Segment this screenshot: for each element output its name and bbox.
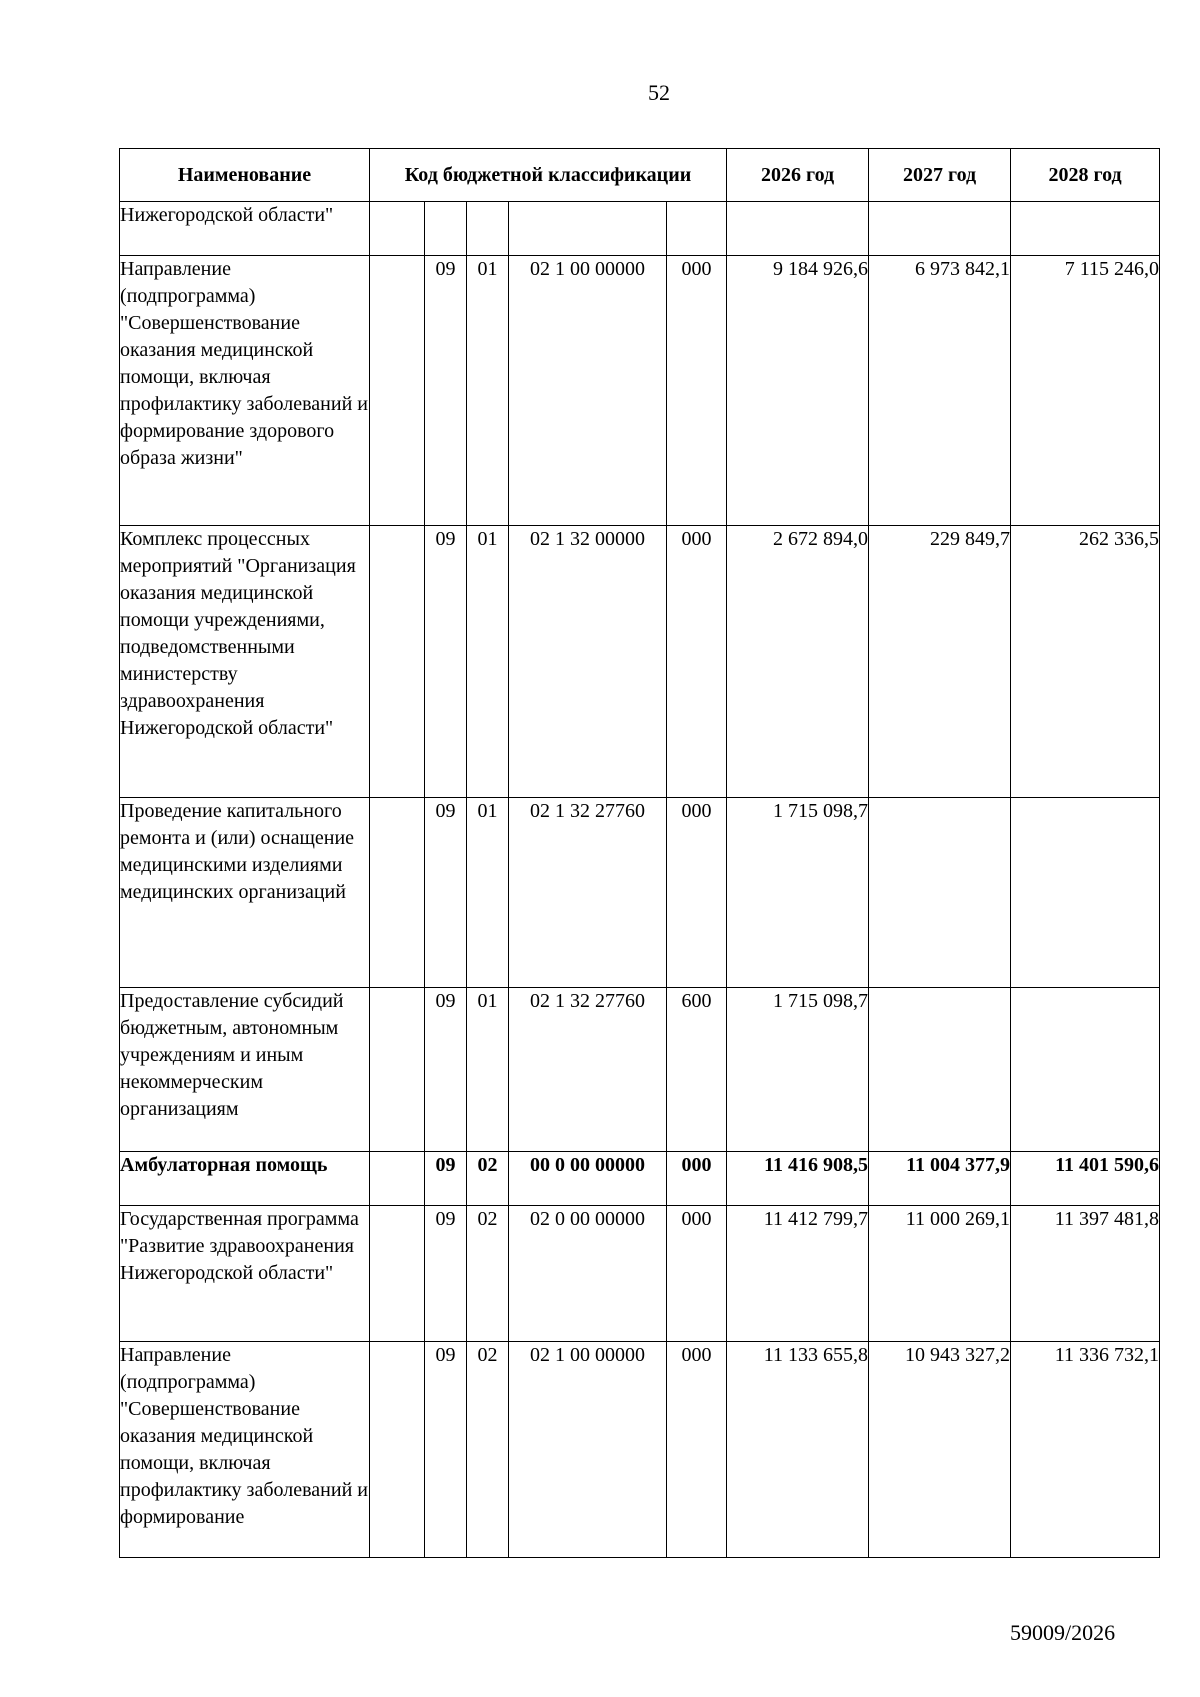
- row-value-2028: [1011, 798, 1160, 988]
- row-code-target: [509, 202, 667, 256]
- row-code-expense: [667, 202, 727, 256]
- budget-table: [119, 148, 1160, 1558]
- row-code-section: 09: [425, 988, 467, 1152]
- row-value-2028: [1011, 202, 1160, 256]
- page-number: 52: [648, 80, 670, 105]
- row-value-2027: 11 000 269,1: [869, 1206, 1011, 1342]
- header-name: Наименование: [120, 149, 370, 202]
- row-code-section: 09: [425, 1342, 467, 1558]
- document-code: 59009/2026: [1010, 1620, 1116, 1645]
- row-code-expense: 000: [667, 798, 727, 988]
- table-row: [120, 1152, 1160, 1206]
- row-code-target: 02 0 00 00000: [509, 1206, 667, 1342]
- header-year-2027: 2027 год: [869, 149, 1011, 202]
- row-code-empty: [370, 202, 425, 256]
- row-value-2026: 1 715 098,7: [727, 988, 869, 1152]
- header-year-2026: 2026 год: [727, 149, 869, 202]
- row-code-subsection: 01: [467, 256, 509, 526]
- row-code-target: 02 1 32 00000: [509, 526, 667, 798]
- row-code-empty: [370, 988, 425, 1152]
- row-code-section: [425, 202, 467, 256]
- row-code-section: 09: [425, 1206, 467, 1342]
- row-code-subsection: 01: [467, 526, 509, 798]
- row-code-empty: [370, 1152, 425, 1206]
- row-value-2028: 11 397 481,8: [1011, 1206, 1160, 1342]
- row-code-empty: [370, 1342, 425, 1558]
- row-value-2027: 11 004 377,9: [869, 1152, 1011, 1206]
- table-row: [120, 988, 1160, 1152]
- row-code-expense: 600: [667, 988, 727, 1152]
- row-code-subsection: 02: [467, 1342, 509, 1558]
- row-name: Предоставление субсидий бюджетным, автономным учреждениям и иным некоммерческим организациям: [120, 988, 370, 1152]
- row-name: Проведение капитального ремонта и (или) оснащение медицинскими изделиями медицинских организаций: [120, 798, 370, 988]
- row-code-empty: [370, 1206, 425, 1342]
- row-code-empty: [370, 526, 425, 798]
- row-code-section: 09: [425, 798, 467, 988]
- row-value-2027: 6 973 842,1: [869, 256, 1011, 526]
- row-name: Нижегородской области": [120, 202, 370, 256]
- row-code-expense: 000: [667, 1342, 727, 1558]
- row-value-2028: 11 336 732,1: [1011, 1342, 1160, 1558]
- row-value-2028: 11 401 590,6: [1011, 1152, 1160, 1206]
- row-value-2026: 11 412 799,7: [727, 1206, 869, 1342]
- header-year-2028: 2028 год: [1011, 149, 1160, 202]
- table-row: [120, 1342, 1160, 1558]
- row-code-target: 02 1 00 00000: [509, 1342, 667, 1558]
- table-row: [120, 798, 1160, 988]
- row-code-subsection: 01: [467, 988, 509, 1152]
- row-name: Государственная программа "Развитие здравоохранения Нижегородской области": [120, 1206, 370, 1342]
- row-value-2027: [869, 988, 1011, 1152]
- table-body: [120, 202, 1160, 1558]
- row-code-subsection: [467, 202, 509, 256]
- row-code-section: 09: [425, 256, 467, 526]
- row-code-expense: 000: [667, 1206, 727, 1342]
- row-value-2026: 11 133 655,8: [727, 1342, 869, 1558]
- row-name: Направление (подпрограмма) "Совершенствование оказания медицинской помощи, включая профилактику заболеваний и формирование: [120, 1342, 370, 1558]
- row-code-target: 00 0 00 00000: [509, 1152, 667, 1206]
- row-code-subsection: 02: [467, 1152, 509, 1206]
- row-code-subsection: 02: [467, 1206, 509, 1342]
- row-code-subsection: 01: [467, 798, 509, 988]
- row-code-expense: 000: [667, 256, 727, 526]
- row-code-expense: 000: [667, 1152, 727, 1206]
- row-code-section: 09: [425, 526, 467, 798]
- row-value-2027: [869, 202, 1011, 256]
- row-value-2026: 9 184 926,6: [727, 256, 869, 526]
- row-value-2028: [1011, 988, 1160, 1152]
- table-row: [120, 526, 1160, 798]
- row-value-2027: 10 943 327,2: [869, 1342, 1011, 1558]
- row-code-empty: [370, 798, 425, 988]
- row-value-2026: [727, 202, 869, 256]
- row-name: Амбулаторная помощь: [120, 1152, 370, 1206]
- row-value-2027: 229 849,7: [869, 526, 1011, 798]
- row-code-target: 02 1 32 27760: [509, 798, 667, 988]
- row-value-2026: 1 715 098,7: [727, 798, 869, 988]
- row-value-2027: [869, 798, 1011, 988]
- row-code-section: 09: [425, 1152, 467, 1206]
- row-name: Направление (подпрограмма) "Совершенствование оказания медицинской помощи, включая профилактику заболеваний и формирование здорового образа жизни": [120, 256, 370, 526]
- row-code-target: 02 1 32 27760: [509, 988, 667, 1152]
- row-name: Комплекс процессных мероприятий "Организация оказания медицинской помощи учреждениями, подведомственными министерству здравоохранения Нижегородской области": [120, 526, 370, 798]
- row-value-2028: 262 336,5: [1011, 526, 1160, 798]
- table-row: [120, 1206, 1160, 1342]
- row-code-target: 02 1 00 00000: [509, 256, 667, 526]
- row-value-2026: 11 416 908,5: [727, 1152, 869, 1206]
- header-row: [120, 149, 1160, 202]
- row-code-empty: [370, 256, 425, 526]
- table-row: [120, 202, 1160, 256]
- row-value-2028: 7 115 246,0: [1011, 256, 1160, 526]
- row-value-2026: 2 672 894,0: [727, 526, 869, 798]
- table-row: [120, 256, 1160, 526]
- header-code: Код бюджетной классификации: [370, 149, 727, 202]
- row-code-expense: 000: [667, 526, 727, 798]
